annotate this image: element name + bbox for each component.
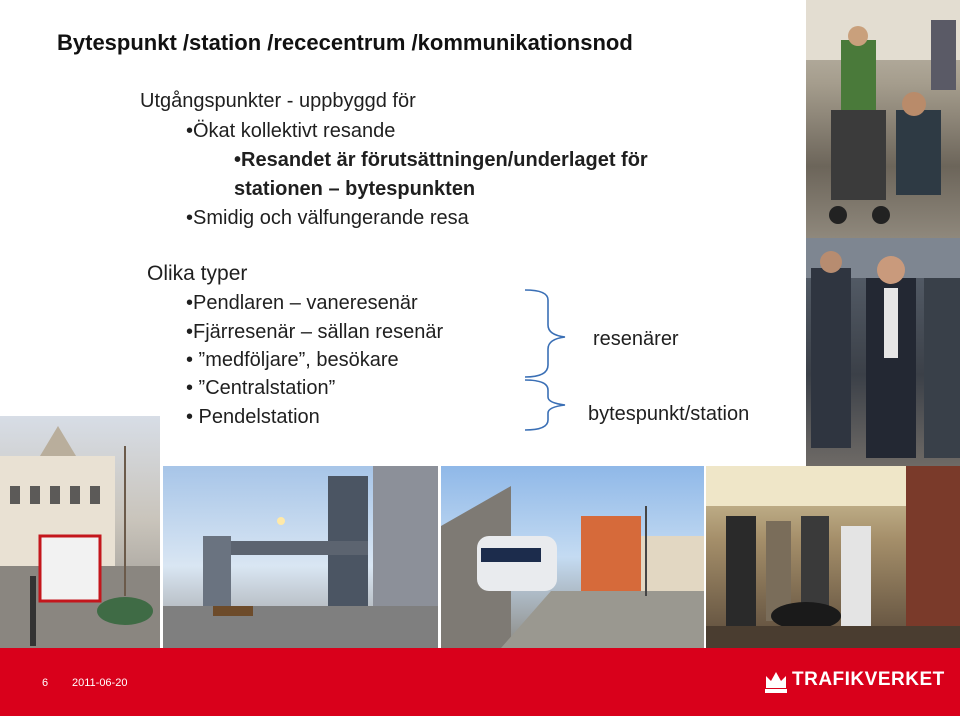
- photo-station-hall-crowd: [706, 466, 960, 648]
- footer-bar: [0, 648, 960, 716]
- section1-sub1a: •Resandet är förutsättningen/underlaget för: [234, 149, 648, 171]
- photo-train-platform-art: [441, 466, 704, 648]
- label-bytespunkt-station: bytespunkt/station: [588, 403, 750, 425]
- crown-logo-icon: [762, 666, 790, 696]
- photo-station-hall-crowd-art: [706, 466, 960, 648]
- photo-train-platform: [441, 466, 704, 648]
- section2-item-4: • ”Centralstation”: [186, 377, 336, 399]
- grouping-braces: [520, 285, 590, 435]
- section1-heading: Utgångspunkter - uppbyggd för: [140, 90, 416, 112]
- section2-item-2: •Fjärresenär – sällan resenär: [186, 321, 444, 343]
- slide-title: Bytespunkt /station /rececentrum /kommunikationsnod: [57, 30, 633, 55]
- label-resenarer: resenärer: [593, 328, 679, 350]
- section1-sub1b: stationen – bytespunkten: [234, 178, 476, 200]
- section2-item-5: • Pendelstation: [186, 406, 320, 428]
- photo-pendel-station: [163, 466, 438, 648]
- section1-bullet2: •Smidig och välfungerande resa: [186, 207, 469, 229]
- photo-station-building-art: [0, 416, 160, 648]
- photo-pendel-station-art: [163, 466, 438, 648]
- photo-family-with-stroller: [806, 0, 960, 238]
- photo-commuters-art: [806, 238, 960, 466]
- footer-date: 2011-06-20: [72, 677, 128, 689]
- section2-heading: Olika typer: [147, 262, 248, 285]
- section1-bullet1: •Ökat kollektivt resande: [186, 120, 396, 142]
- photo-family-with-stroller-art: [806, 0, 960, 238]
- section2-item-1: •Pendlaren – vaneresenär: [186, 292, 418, 314]
- page-number: 6: [42, 677, 49, 689]
- section2-item-3: • ”medföljare”, besökare: [186, 349, 399, 371]
- brace-upper: [525, 290, 565, 377]
- photo-station-building: [0, 416, 160, 648]
- brand-name: TRAFIKVERKET: [792, 669, 945, 690]
- photo-commuters: [806, 238, 960, 466]
- brace-lower: [525, 380, 565, 430]
